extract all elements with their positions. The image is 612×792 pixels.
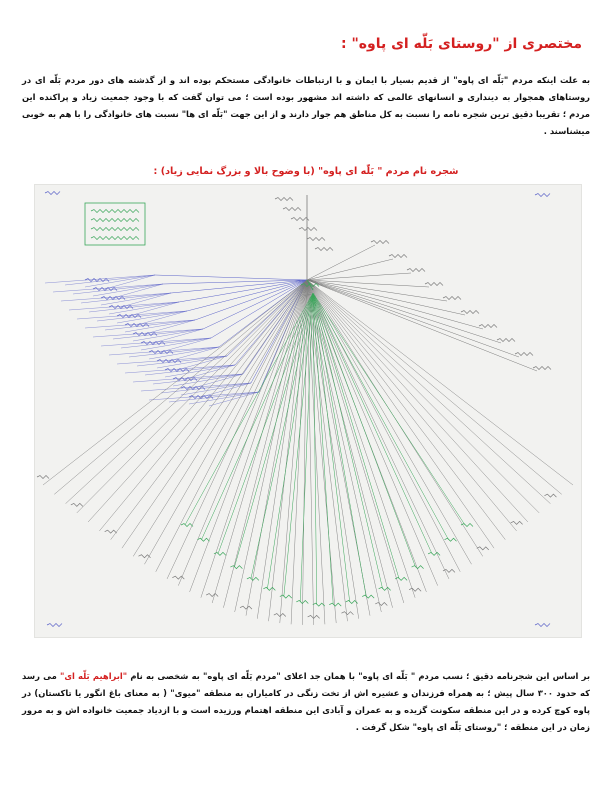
descendant-label [461, 311, 479, 314]
tree-branch [77, 311, 187, 319]
tree-branch [177, 356, 227, 370]
descendant-label [206, 594, 218, 597]
tree-branch [122, 280, 307, 548]
tree-branch [307, 259, 393, 280]
ancestor-label [291, 218, 309, 221]
descendant-label [409, 588, 421, 591]
tree-branch [307, 280, 501, 343]
tree-branch [307, 280, 465, 315]
descendant-label [443, 297, 461, 300]
tree-branch [66, 280, 307, 504]
tree-branch [113, 284, 163, 298]
tree-branch [129, 302, 179, 316]
green-branch [313, 293, 350, 602]
ancestor-label [299, 228, 317, 231]
ancestor-label [283, 208, 301, 211]
descendant-label [71, 503, 83, 506]
descendant-label [515, 353, 533, 356]
descendant-label [425, 283, 443, 286]
page-title: مختصری از "روستای بَلّه ای پاوه" : [340, 36, 582, 52]
stamp-lettering [91, 237, 139, 240]
ancestor-name: "ابراهیم بَلّه ای" [59, 671, 128, 681]
green-descendant-label [428, 552, 440, 555]
tree-branch [45, 275, 155, 283]
body-text-part1: بر اساس این شجرنامه دقیق ؛ نسب مردم " بَلّه ای پاوه" با همان جد اعلای "مردم بَلّه ای پاوه" به شخصی به نام [130, 671, 590, 681]
body-text-part2: می رسد که حدود ۳۰۰ سال پیش ؛ به همراه فرزندان و عشیره اش از تخت زنگی در کامیاران به منطقه "میوی" ( به معنای باغ انگور یا تاکستان) در پاوه کوچ کرده و در این منطقه سکونت گزیده و به عمران و آبادی این منطقه اهتمام ورزیده است و با ازدیاد جمعیت خانواده اش و به مرور زمان در این منطقه ؛ "روستای بَلّه ای پاوه" شکل گرفت . [22, 671, 590, 732]
green-descendant-label [230, 566, 242, 569]
green-descendant-label [445, 538, 457, 541]
tree-branch [193, 374, 243, 388]
stamp-lettering [91, 228, 139, 231]
descendant-label [274, 614, 286, 617]
ancestor-label [307, 238, 325, 241]
tree-branch [179, 280, 307, 302]
tree-branch [307, 280, 528, 522]
tree-branch [85, 320, 195, 328]
tree-branch [105, 275, 155, 289]
tree-branch [77, 280, 307, 513]
tree-branch [109, 347, 219, 355]
family-tree-image [34, 184, 582, 638]
tree-branch [155, 275, 307, 280]
ancestor-label [315, 248, 333, 251]
tree-branch [141, 383, 251, 391]
tree-branch [201, 280, 307, 598]
stamp-lettering [91, 219, 139, 222]
tree-branch [307, 280, 314, 625]
green-descendant-label [379, 587, 391, 590]
green-branch [313, 293, 432, 554]
corner-note [45, 192, 60, 195]
descendant-label [375, 602, 387, 605]
descendant-label [172, 576, 184, 579]
tree-branch [307, 280, 517, 531]
green-branch [234, 293, 313, 567]
tree-branch [153, 329, 203, 343]
descendant-label [479, 325, 497, 328]
green-descendant-label [329, 603, 341, 606]
tree-branch [69, 302, 179, 310]
tree-branch [246, 280, 307, 616]
green-descendant-label [181, 524, 193, 527]
tree-branch [53, 284, 163, 292]
descendant-label [511, 521, 523, 524]
descendant-label [389, 255, 407, 258]
descendant-label [544, 494, 556, 497]
tree-branch [125, 365, 235, 373]
stamp-lettering [91, 210, 139, 213]
green-branch [313, 293, 383, 589]
tree-branch [65, 275, 155, 285]
tree-branch [137, 311, 187, 325]
body-paragraph [22, 668, 590, 736]
tree-branch [121, 293, 171, 307]
tree-branch [88, 280, 307, 522]
green-branch [313, 293, 399, 579]
tree-branch [307, 245, 375, 280]
descendant-label [497, 339, 515, 342]
tree-branch [145, 320, 195, 334]
green-branch [313, 293, 416, 567]
tree-branch [307, 280, 449, 579]
tree-branch [307, 273, 411, 280]
tree-branch [307, 280, 438, 586]
tree-branch [61, 293, 171, 301]
tree-branch [307, 280, 550, 504]
green-descendant-label [313, 603, 325, 606]
green-descendant-label [412, 566, 424, 569]
tree-branch [101, 338, 211, 346]
corner-note [535, 624, 550, 627]
corner-note [47, 624, 62, 627]
green-descendant-label [296, 600, 308, 603]
tree-branch [167, 280, 307, 579]
green-descendant-label [197, 538, 209, 541]
tree-branch [251, 280, 307, 383]
tree-branch [117, 356, 227, 364]
green-branch [218, 293, 313, 554]
descendant-label [407, 269, 425, 272]
tree-branch [161, 338, 211, 352]
descendant-label [533, 367, 551, 370]
descendant-label [443, 569, 455, 572]
intro-paragraph: به علت اینکه مردم "بَلّه ای پاوه" از قدیم بسیار با ایمان و با ارتباطات خانوادگی مستحکم بوده اند و از گذشته های دور مردم بَلّه ای در روستاهای همجوار به دینداری و انسانهای عالمی که داشته اند مشهور بوده است ؛ می توان گفت که با وجود جمعیت زیاد و پراکنده این مردم ؛ تقریبا دقیق ترین شجره نامه را نسبت به کل مناطق هم جوار دارند و از این جهت "بَلّه ای ها" نسبت های خانوادگی را با هم به خوبی میشناسند . [22, 75, 590, 136]
green-descendant-label [263, 587, 275, 590]
descendant-label [240, 606, 252, 609]
descendant-label [37, 476, 49, 479]
green-descendant-label [362, 595, 374, 598]
descendant-label [341, 612, 353, 615]
family-tree-drawing [35, 185, 581, 637]
tree-branch [144, 280, 307, 564]
descendant-label [105, 530, 117, 533]
tree-branch [93, 329, 203, 337]
figure-caption: شجره نام مردم " بَلّه ای پاوه" (با وضوح بالا و بزرگ نمایی زیاد) : [153, 166, 459, 177]
descendant-label [371, 241, 389, 244]
tree-branch [189, 392, 259, 404]
tree-branch [133, 280, 307, 556]
tree-branch [201, 383, 251, 397]
corner-note [535, 194, 550, 197]
ancestor-label [275, 198, 293, 201]
tree-branch [307, 280, 519, 357]
